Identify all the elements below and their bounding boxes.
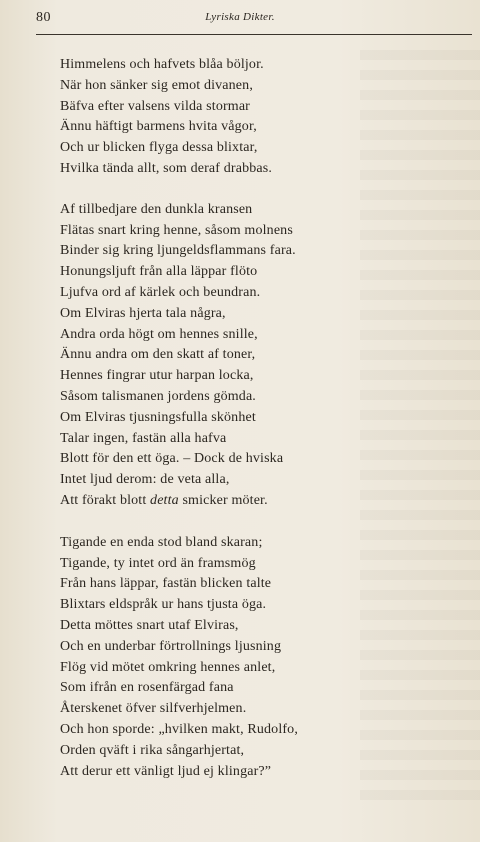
verse-line: Att derur ett vänligt ljud ej klingar?” (60, 763, 272, 779)
verse-text: smicker möter. (178, 492, 268, 508)
verse-line: Intet ljud derom: de veta alla, (60, 472, 230, 488)
verse-line: Hennes fingrar utur harpan locka, (60, 368, 254, 384)
verse-line: Honungsljuft från alla läppar flöto (60, 264, 258, 280)
verse-line: Och ur blicken flyga dessa blixtar, (60, 140, 258, 156)
verse-line: Hvilka tända allt, som deraf drabbas. (60, 160, 272, 176)
verse-line: Detta möttes snart utaf Elviras, (60, 617, 239, 633)
verse-line: Flätas snart kring henne, såsom molnens (60, 222, 293, 238)
verse-line-emphasis (60, 491, 390, 512)
verse-line: Himmelens och hafvets blåa böljor. (60, 57, 264, 72)
emphasized-word: detta (150, 492, 179, 508)
verse-line: Om Elviras hjerta tala några, (60, 305, 226, 321)
stanza-3 (60, 533, 390, 783)
verse-line: Om Elviras tjusningsfulla skönhet (60, 409, 256, 425)
header-rule (36, 34, 472, 35)
verse-line: Binder sig kring ljungeldsflammans fara. (60, 243, 296, 259)
stanza-2 (60, 200, 390, 512)
verse-line: Af tillbedjare den dunkla kransen (60, 201, 253, 217)
verse-line: Ljufva ord af kärlek och beundran. (60, 284, 261, 300)
verse-line: Och hon sporde: „hvilken makt, Rudolfo, (60, 721, 298, 737)
stanza-1 (60, 55, 390, 180)
verse-line: Återskenet öfver silfverhjelmen. (60, 701, 247, 717)
verse-line: Och en underbar förtrollnings ljusning (60, 638, 282, 654)
verse-line: Andra orda högt om hennes snille, (60, 326, 258, 342)
verse-line: Tigande, ty intet ord än framsmög (60, 555, 256, 571)
verse-line: Som ifrån en rosenfärgad fana (60, 680, 234, 696)
running-title: Lyriska Dikter. (205, 11, 275, 23)
verse-line: Tigande en enda stod bland skaran; (60, 534, 263, 550)
verse-line: Bäfva efter valsens vilda stormar (60, 98, 250, 114)
page-number: 80 (36, 10, 51, 25)
verse-line: Ännu häftigt barmens hvita vågor, (60, 119, 257, 135)
page-header (0, 8, 480, 32)
verse-line: Blixtars eldspråk ur hans tjusta öga. (60, 597, 267, 613)
verse-line: Blott för den ett öga. – Dock de hviska (60, 451, 284, 467)
verse-line: Talar ingen, fastän alla hafva (60, 430, 227, 446)
verse-line: Orden qväft i rika sångarhjertat, (60, 742, 245, 758)
poem-body (60, 55, 390, 802)
verse-line: När hon sänker sig emot divanen, (60, 77, 253, 93)
verse-text: Att förakt blott (60, 492, 151, 508)
verse-line: Från hans läppar, fastän blicken talte (60, 576, 272, 592)
verse-line: Såsom talismanen jordens gömda. (60, 388, 256, 404)
verse-line: Flög vid mötet omkring hennes anlet, (60, 659, 276, 675)
verse-line: Ännu andra om den skatt af toner, (60, 347, 256, 363)
